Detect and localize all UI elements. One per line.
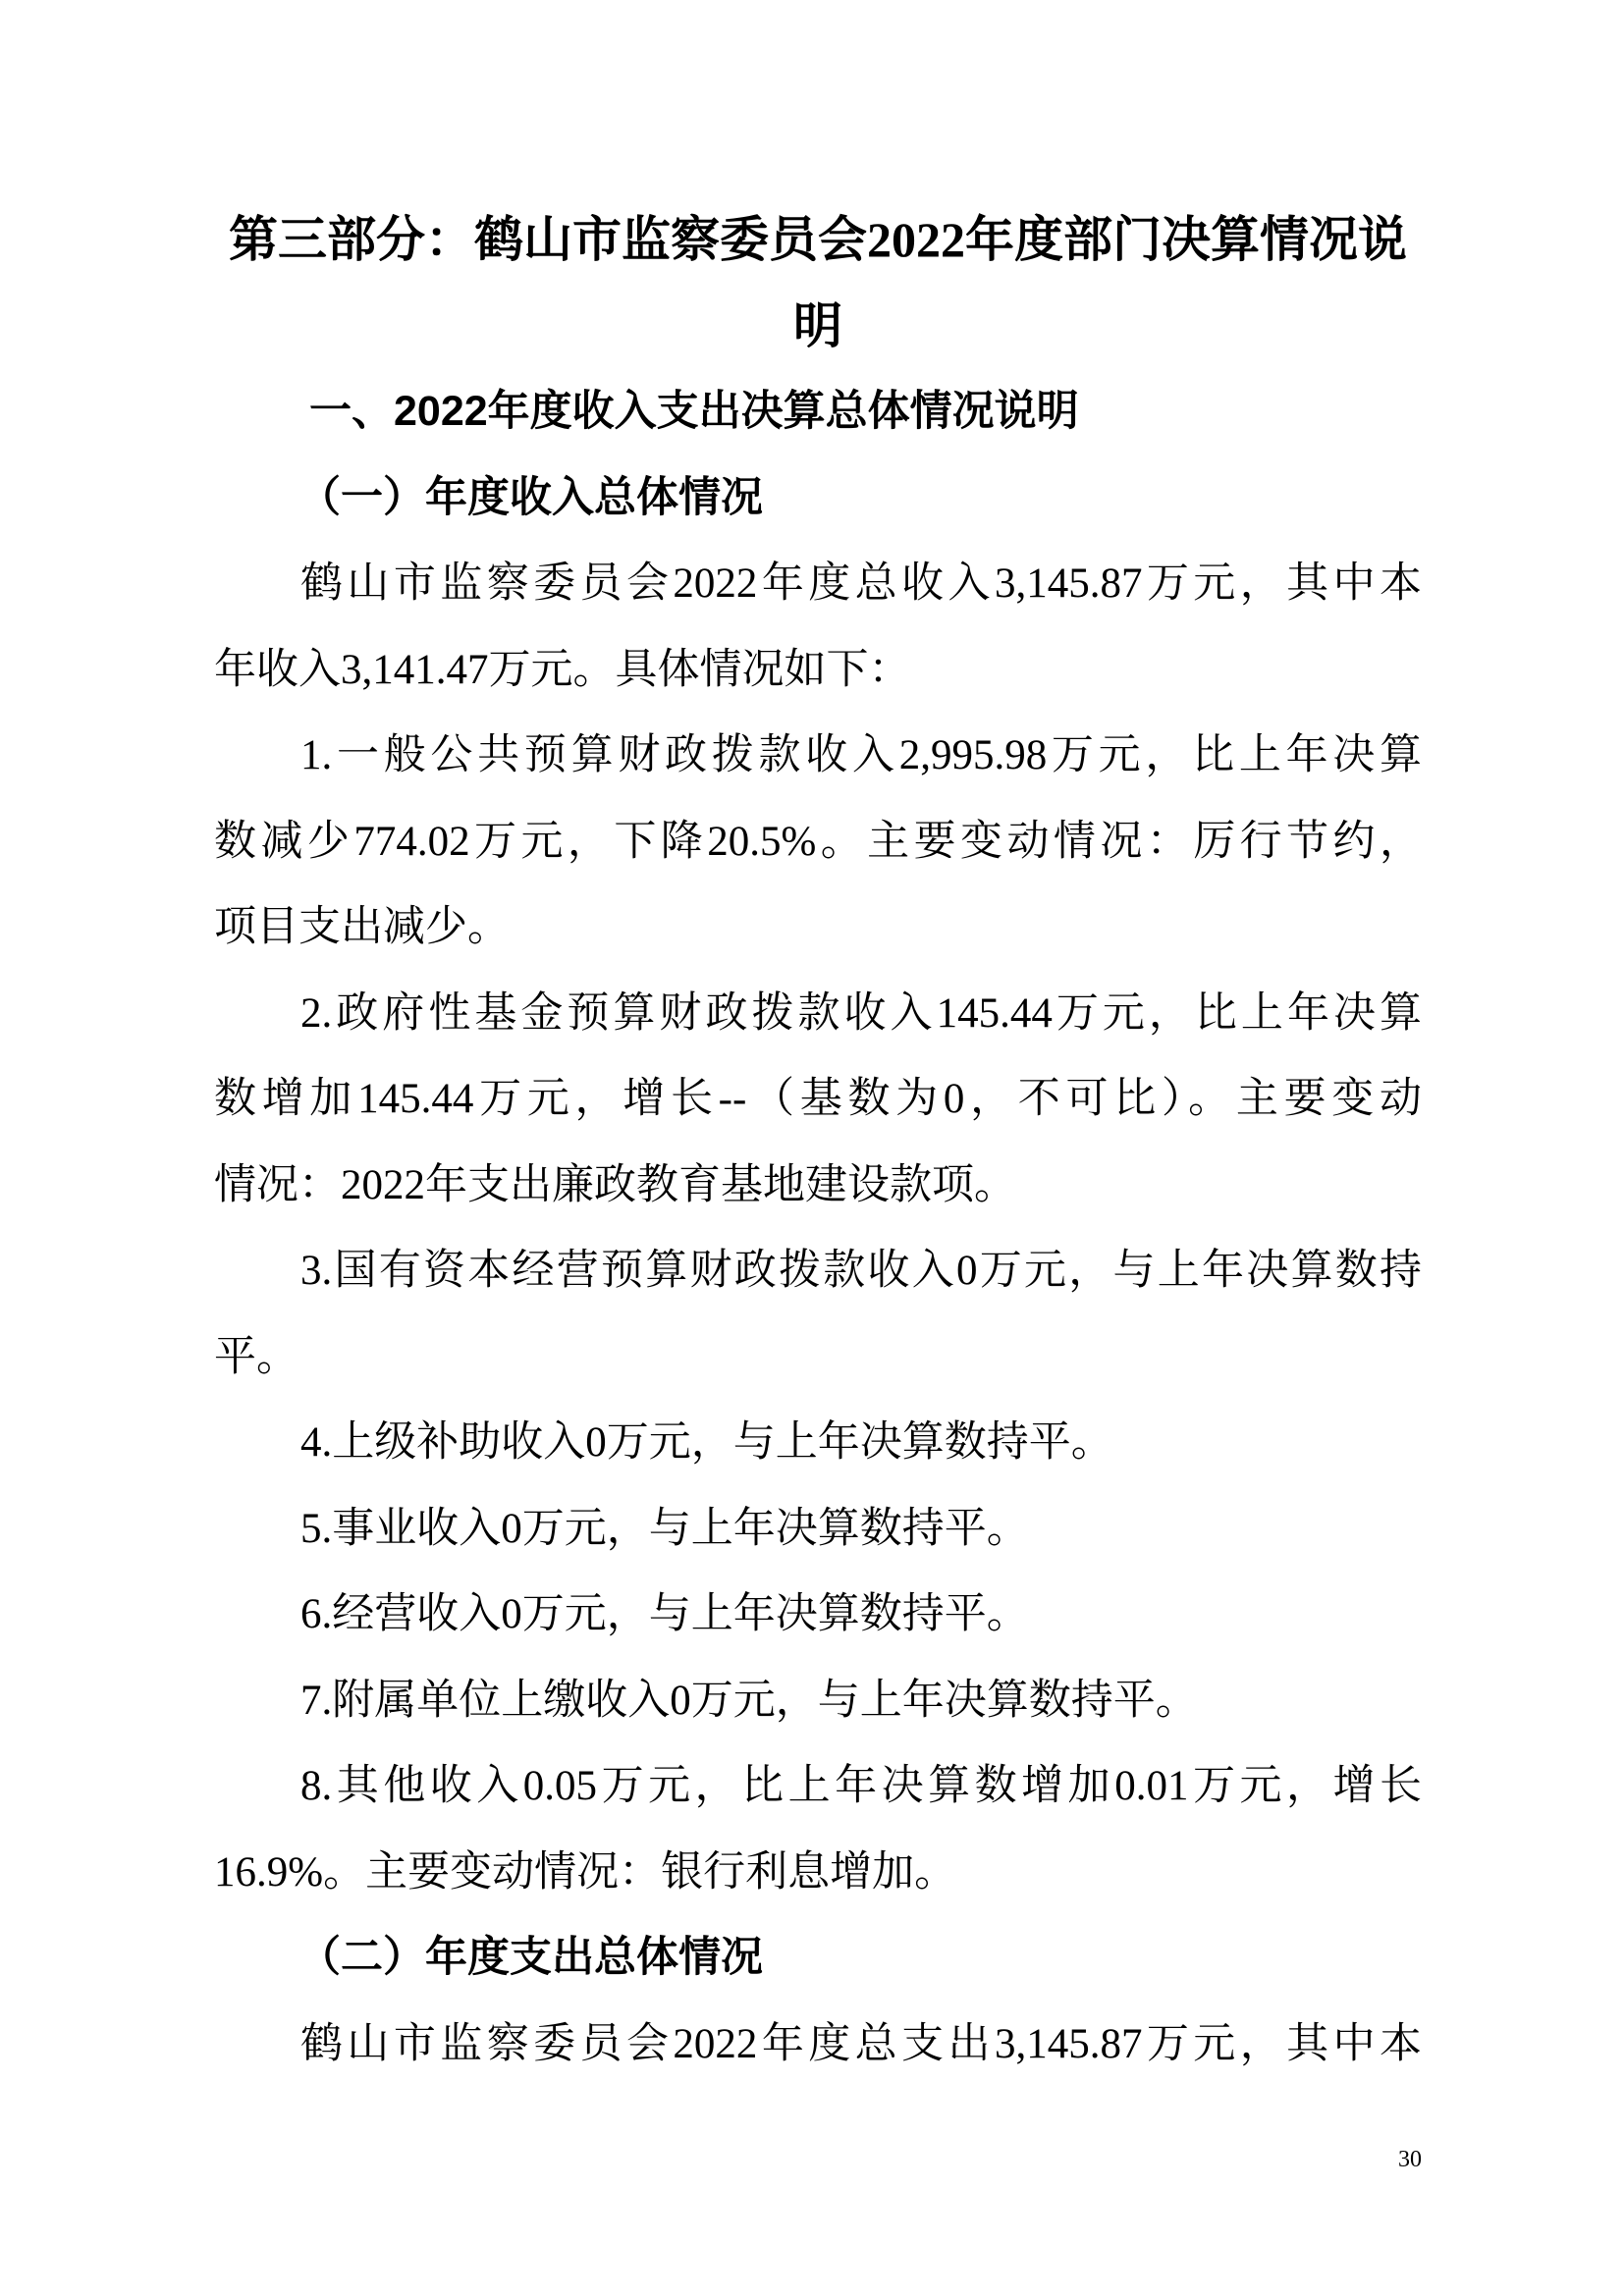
subsection-heading-income: （一）年度收入总体情况 <box>298 474 763 521</box>
paragraph-line: 数增加145.44万元，增长--（基数为0，不可比）。主要变动 <box>214 1076 1422 1122</box>
paragraph-line: 平。 <box>214 1333 298 1380</box>
paragraph-line: 3.国有资本经营预算财政拨款收入0万元，与上年决算数持 <box>300 1248 1422 1294</box>
paragraph-line: 4.上级补助收入0万元，与上年决算数持平。 <box>300 1419 1113 1466</box>
paragraph-line: 情况：2022年支出廉政教育基地建设款项。 <box>214 1161 1016 1208</box>
paragraph-line: 2.政府性基金预算财政拨款收入145.44万元，比上年决算 <box>300 989 1422 1037</box>
paragraph-item-3 <box>214 1228 1422 1400</box>
paragraph-total-expenditure <box>214 2002 1422 2088</box>
document-title-line-2: 明 <box>793 297 842 353</box>
paragraph-item-2 <box>214 971 1422 1229</box>
paragraph-line: 鹤山市监察委员会2022年度总收入3,145.87万元，其中本 <box>300 561 1422 607</box>
page-content <box>214 197 1422 2087</box>
paragraph-line: 8.其他收入0.05万元，比上年决算数增加0.01万元，增长 <box>300 1763 1422 1809</box>
paragraph-line: 1.一般公共预算财政拨款收入2,995.98万元，比上年决算 <box>300 732 1422 778</box>
paragraph-item-7 <box>214 1658 1422 1744</box>
paragraph-line: 项目支出减少。 <box>214 904 510 950</box>
paragraph-item-8 <box>214 1743 1422 1915</box>
document-title-line-1: 第三部分：鹤山市监察委员会2022年度部门决算情况说 <box>229 212 1407 267</box>
paragraph-item-1 <box>214 713 1422 971</box>
section-heading-overview: 一、2022年度收入支出决算总体情况说明 <box>309 388 1079 435</box>
paragraph-line: 鹤山市监察委员会2022年度总支出3,145.87万元，其中本 <box>300 2020 1422 2067</box>
paragraph-item-6 <box>214 1572 1422 1658</box>
paragraph-line: 7.附属单位上缴收入0万元，与上年决算数持平。 <box>300 1677 1198 1724</box>
paragraph-line: 数减少774.02万元，下降20.5%。主要变动情况：厉行节约， <box>214 818 1422 865</box>
paragraph-total-income <box>214 541 1422 713</box>
page-number: 30 <box>1398 2147 1422 2172</box>
paragraph-item-4 <box>214 1400 1422 1486</box>
paragraph-line: 6.经营收入0万元，与上年决算数持平。 <box>300 1591 1029 1637</box>
paragraph-item-5 <box>214 1486 1422 1573</box>
paragraph-line: 5.事业收入0万元，与上年决算数持平。 <box>300 1505 1029 1552</box>
paragraph-line: 年收入3,141.47万元。具体情况如下： <box>214 646 911 693</box>
paragraph-line: 16.9%。主要变动情况：银行利息增加。 <box>214 1848 957 1896</box>
subsection-heading-expenditure: （二）年度支出总体情况 <box>298 1935 763 1981</box>
